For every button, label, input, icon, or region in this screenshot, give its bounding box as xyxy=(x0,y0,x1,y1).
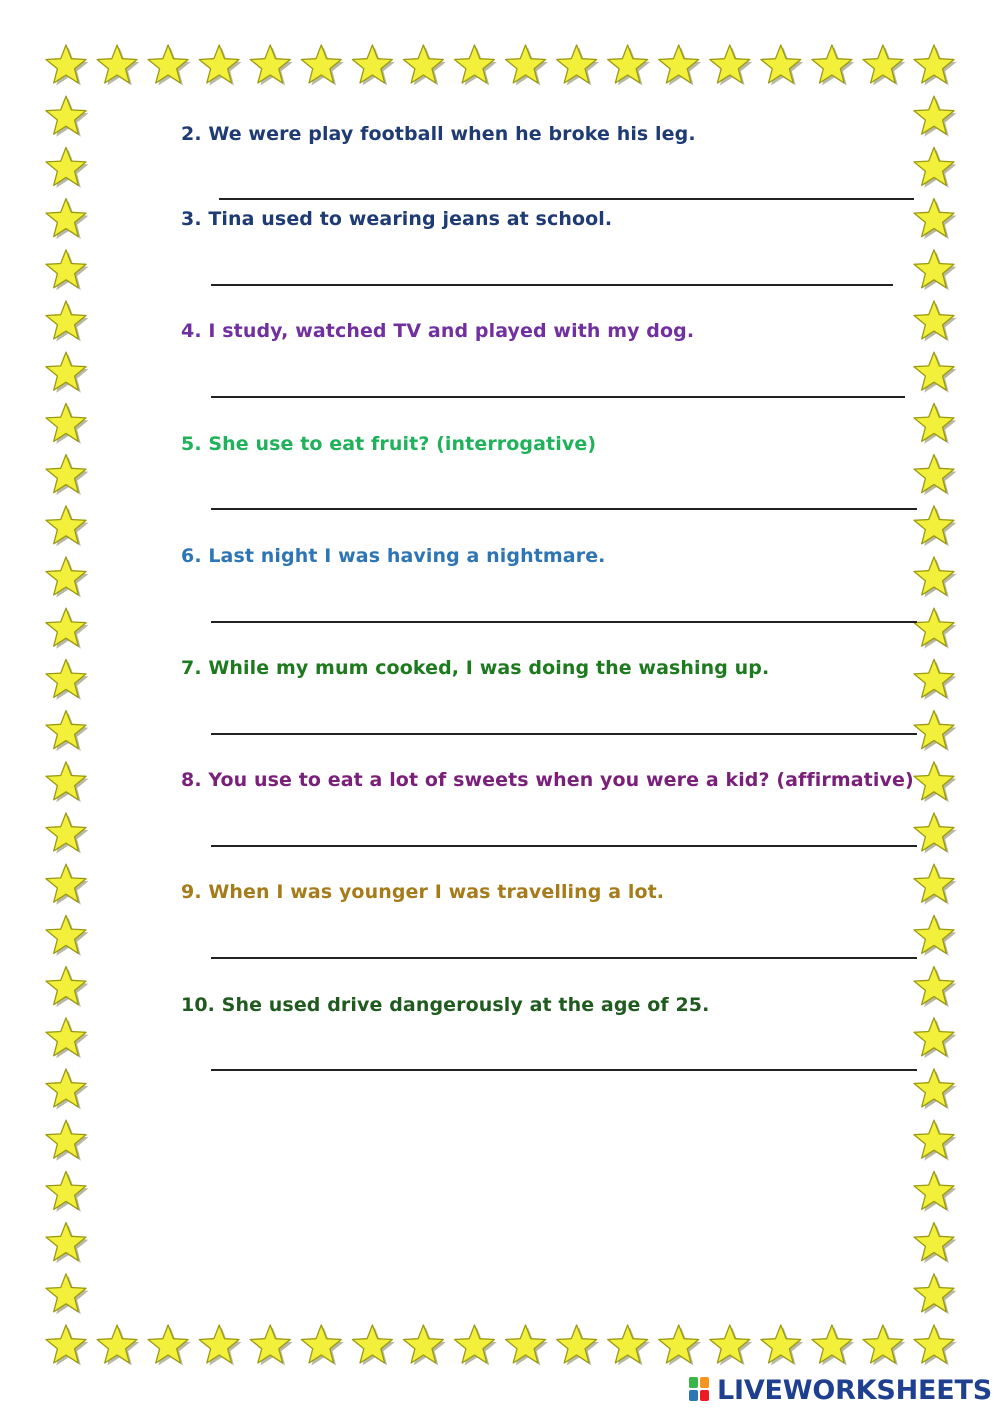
star-icon xyxy=(455,45,497,86)
star-icon xyxy=(199,1325,241,1366)
star-icon xyxy=(914,147,957,188)
star-icon xyxy=(46,915,89,956)
star-icon xyxy=(506,1325,548,1366)
star-icon xyxy=(914,199,957,240)
star-icon xyxy=(46,352,89,393)
answer-line-5[interactable] xyxy=(211,508,917,510)
star-icon xyxy=(812,45,855,86)
star-icon xyxy=(46,557,89,598)
star-icon xyxy=(914,352,957,393)
star-icon xyxy=(46,967,89,1008)
star-icon xyxy=(557,1325,600,1366)
star-icon xyxy=(46,1069,89,1110)
answer-line-9[interactable] xyxy=(211,957,917,959)
star-icon xyxy=(914,915,957,956)
answer-line-3[interactable] xyxy=(211,284,893,286)
star-icon xyxy=(199,45,241,86)
star-icon xyxy=(46,864,89,905)
star-icon xyxy=(812,1325,855,1366)
star-icon xyxy=(250,45,292,86)
star-icon xyxy=(46,1120,89,1161)
question-2: 2. We were play football when he broke his leg. xyxy=(181,123,696,145)
star-icon xyxy=(914,967,957,1008)
answer-line-7[interactable] xyxy=(211,733,917,735)
star-icon xyxy=(914,1223,957,1264)
star-icon xyxy=(301,45,344,86)
star-icon xyxy=(914,711,957,752)
star-icon xyxy=(97,45,139,86)
star-icon xyxy=(46,1223,89,1264)
question-5: 5. She use to eat fruit? (interrogative) xyxy=(181,433,597,455)
liveworksheets-logo xyxy=(689,1375,992,1405)
star-icon xyxy=(914,96,957,137)
star-icon xyxy=(403,45,446,86)
star-icon xyxy=(914,250,957,290)
star-icon xyxy=(46,813,89,854)
star-icon xyxy=(914,813,957,854)
question-6: 6. Last night I was having a nightmare. xyxy=(181,545,606,567)
star-icon xyxy=(659,1325,702,1366)
star-icon xyxy=(352,45,394,86)
answer-line-8[interactable] xyxy=(211,845,917,847)
star-icon xyxy=(659,45,702,86)
star-icon xyxy=(403,1325,446,1366)
star-icon xyxy=(761,45,803,86)
star-icon xyxy=(863,45,905,86)
question-4: 4. I study, watched TV and played with my dog. xyxy=(181,320,695,342)
star-icon xyxy=(557,45,600,86)
star-icon xyxy=(710,45,752,86)
star-icon xyxy=(148,45,191,86)
brand-name: LIVEWORKSHEETS xyxy=(716,1374,992,1406)
star-icon xyxy=(608,45,650,86)
star-icon xyxy=(97,1325,139,1366)
star-icon xyxy=(710,1325,752,1366)
star-icon xyxy=(914,1018,957,1059)
star-icon xyxy=(914,864,957,905)
star-icon xyxy=(46,199,89,240)
star-icon xyxy=(914,455,957,496)
star-icon xyxy=(914,1171,957,1212)
liveworksheets-logo-icon xyxy=(689,1377,711,1403)
star-icon xyxy=(46,711,89,752)
answer-line-10[interactable] xyxy=(211,1069,917,1071)
star-icon xyxy=(863,1325,905,1366)
star-icon xyxy=(914,45,957,86)
star-icon xyxy=(914,301,957,342)
question-10: 10. She used drive dangerously at the age of 25. xyxy=(181,994,710,1016)
answer-line-6[interactable] xyxy=(211,621,917,623)
star-icon xyxy=(46,1274,89,1315)
star-icon xyxy=(46,762,89,803)
star-icon xyxy=(46,608,89,649)
star-icon xyxy=(914,1274,957,1315)
star-icon xyxy=(46,455,89,496)
star-icon xyxy=(250,1325,292,1366)
star-icon xyxy=(46,1171,89,1212)
question-3: 3. Tina used to wearing jeans at school. xyxy=(181,208,613,230)
star-icon xyxy=(46,45,89,86)
star-icon xyxy=(506,45,548,86)
star-icon xyxy=(914,1325,957,1366)
question-8: 8. You use to eat a lot of sweets when you were a kid? (affirmative) xyxy=(181,769,914,791)
star-icon xyxy=(46,659,89,700)
star-icon xyxy=(46,301,89,342)
star-icon xyxy=(914,608,957,649)
answer-line-4[interactable] xyxy=(211,396,905,398)
answer-line-2[interactable] xyxy=(219,198,914,200)
star-icon xyxy=(46,506,89,547)
star-icon xyxy=(455,1325,497,1366)
star-icon xyxy=(914,557,957,598)
star-icon xyxy=(46,403,89,444)
star-icon xyxy=(46,250,89,290)
star-icon xyxy=(914,659,957,700)
star-icon xyxy=(46,96,89,137)
star-icon xyxy=(46,1018,89,1059)
question-9: 9. When I was younger I was travelling a lot. xyxy=(181,881,665,903)
star-icon xyxy=(914,506,957,547)
star-icon xyxy=(914,1120,957,1161)
star-icon xyxy=(301,1325,344,1366)
star-icon xyxy=(914,403,957,444)
star-icon xyxy=(914,1069,957,1110)
star-icon xyxy=(46,1325,89,1366)
star-icon xyxy=(352,1325,394,1366)
star-icon xyxy=(46,147,89,188)
question-7: 7. While my mum cooked, I was doing the washing up. xyxy=(181,657,770,679)
star-icon xyxy=(761,1325,803,1366)
star-icon xyxy=(148,1325,191,1366)
star-icon xyxy=(914,762,957,803)
star-icon xyxy=(608,1325,650,1366)
